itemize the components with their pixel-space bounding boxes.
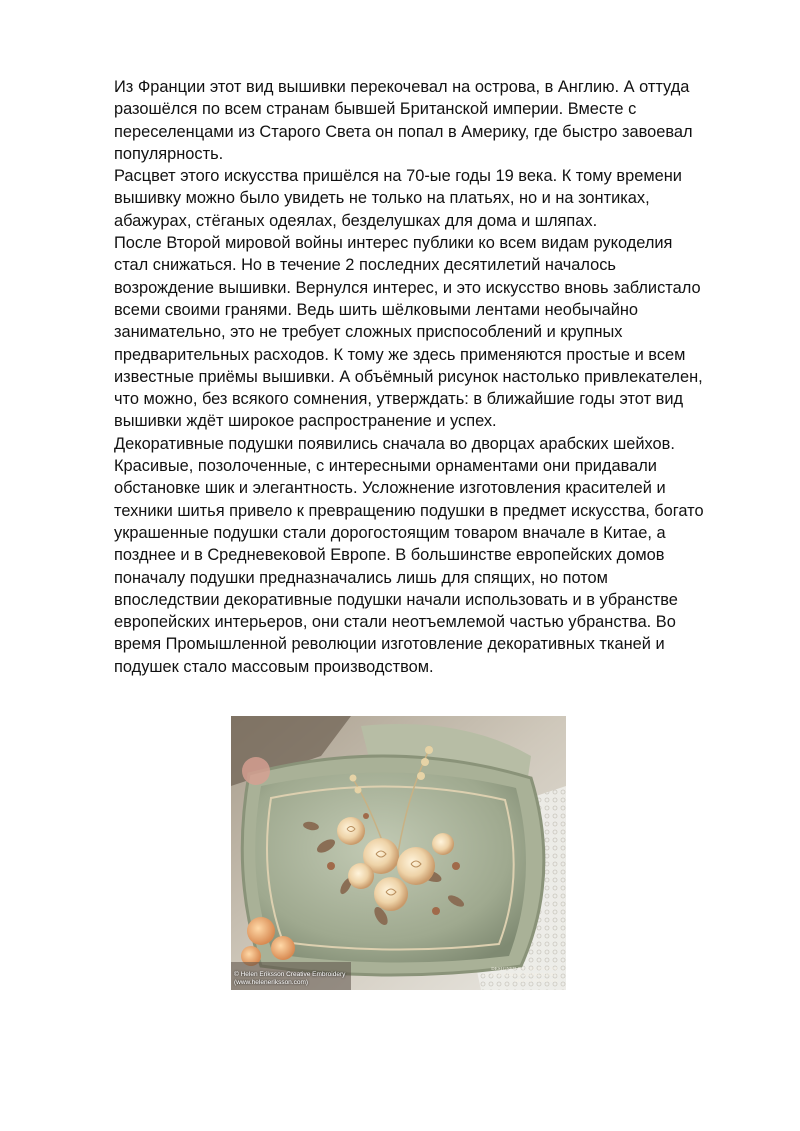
paragraph-3: После Второй мировой войны интерес публики ко всем видам рукоделия стал снижаться. Но в течение 2 последних десятилетий началось возрождение вышивки. Вернулся интерес, и это искусство вновь заблистало всеми своими гранями. Ведь шить шёлковыми лентами необычайно занимательно, это не требует сложных приспособлений и крупных предварительных расходов. К тому же здесь применяются простые и всем известные приёмы вышивки. А объёмный рисунок настолько привлекателен, что можно, без всякого сомнения, утверждать: в ближайшие годы этот вид вышивки ждёт широкое распространение и успех.	[114, 234, 703, 431]
paragraph-4: Декоративные подушки появились сначала во дворцах арабских шейхов. Красивые, позолоченные, с интересными орнаментами они придавали обстановке шик и элегантность. Усложнение изготовления красителей и техники шитья привело к превращению подушки в предмет искусства, богато украшенные подушки стали дорогостоящим товаром вначале в Китае, а позднее и в Средневековой Европе. В большинстве европейских домов поначалу подушки предназначались лишь для спящих, но потом впоследствии декоративные подушки начали использовать и в убранстве европейских интерьеров, они стали неотъемлемой частью убранства. Во время Промышленной революции изготовление декоративных тканей и подушек стало массовым производством.	[114, 434, 704, 676]
embroidered-pillow-photo	[231, 716, 566, 990]
paragraph-1: Из Франции этот вид вышивки перекочевал на острова, в Англию. А оттуда разошёлся по всем странам бывшей Британской империи. Вместе с переселенцами из Старого Света он попал в Америку, где быстро завоевал популярность.	[114, 78, 693, 163]
paragraph-2: Расцвет этого искусства пришёлся на 70-ые годы 19 века. К тому времени вышивку можно было увидеть не только на платьях, но и на зонтиках, абажурах, стёганых одеялах, безделушках для дома и шляпах.	[114, 167, 682, 230]
pillow-illustration	[231, 716, 566, 990]
body-text	[114, 76, 754, 678]
photo-credit: © Helen Eriksson Creative Embroidery (www.heleneriksson.com)	[234, 971, 346, 986]
designer-caption: DESIGNED BY THE MASTER OF SILK RIBBON EMBROIDERY, HELEN ERIKSSON	[482, 966, 558, 983]
